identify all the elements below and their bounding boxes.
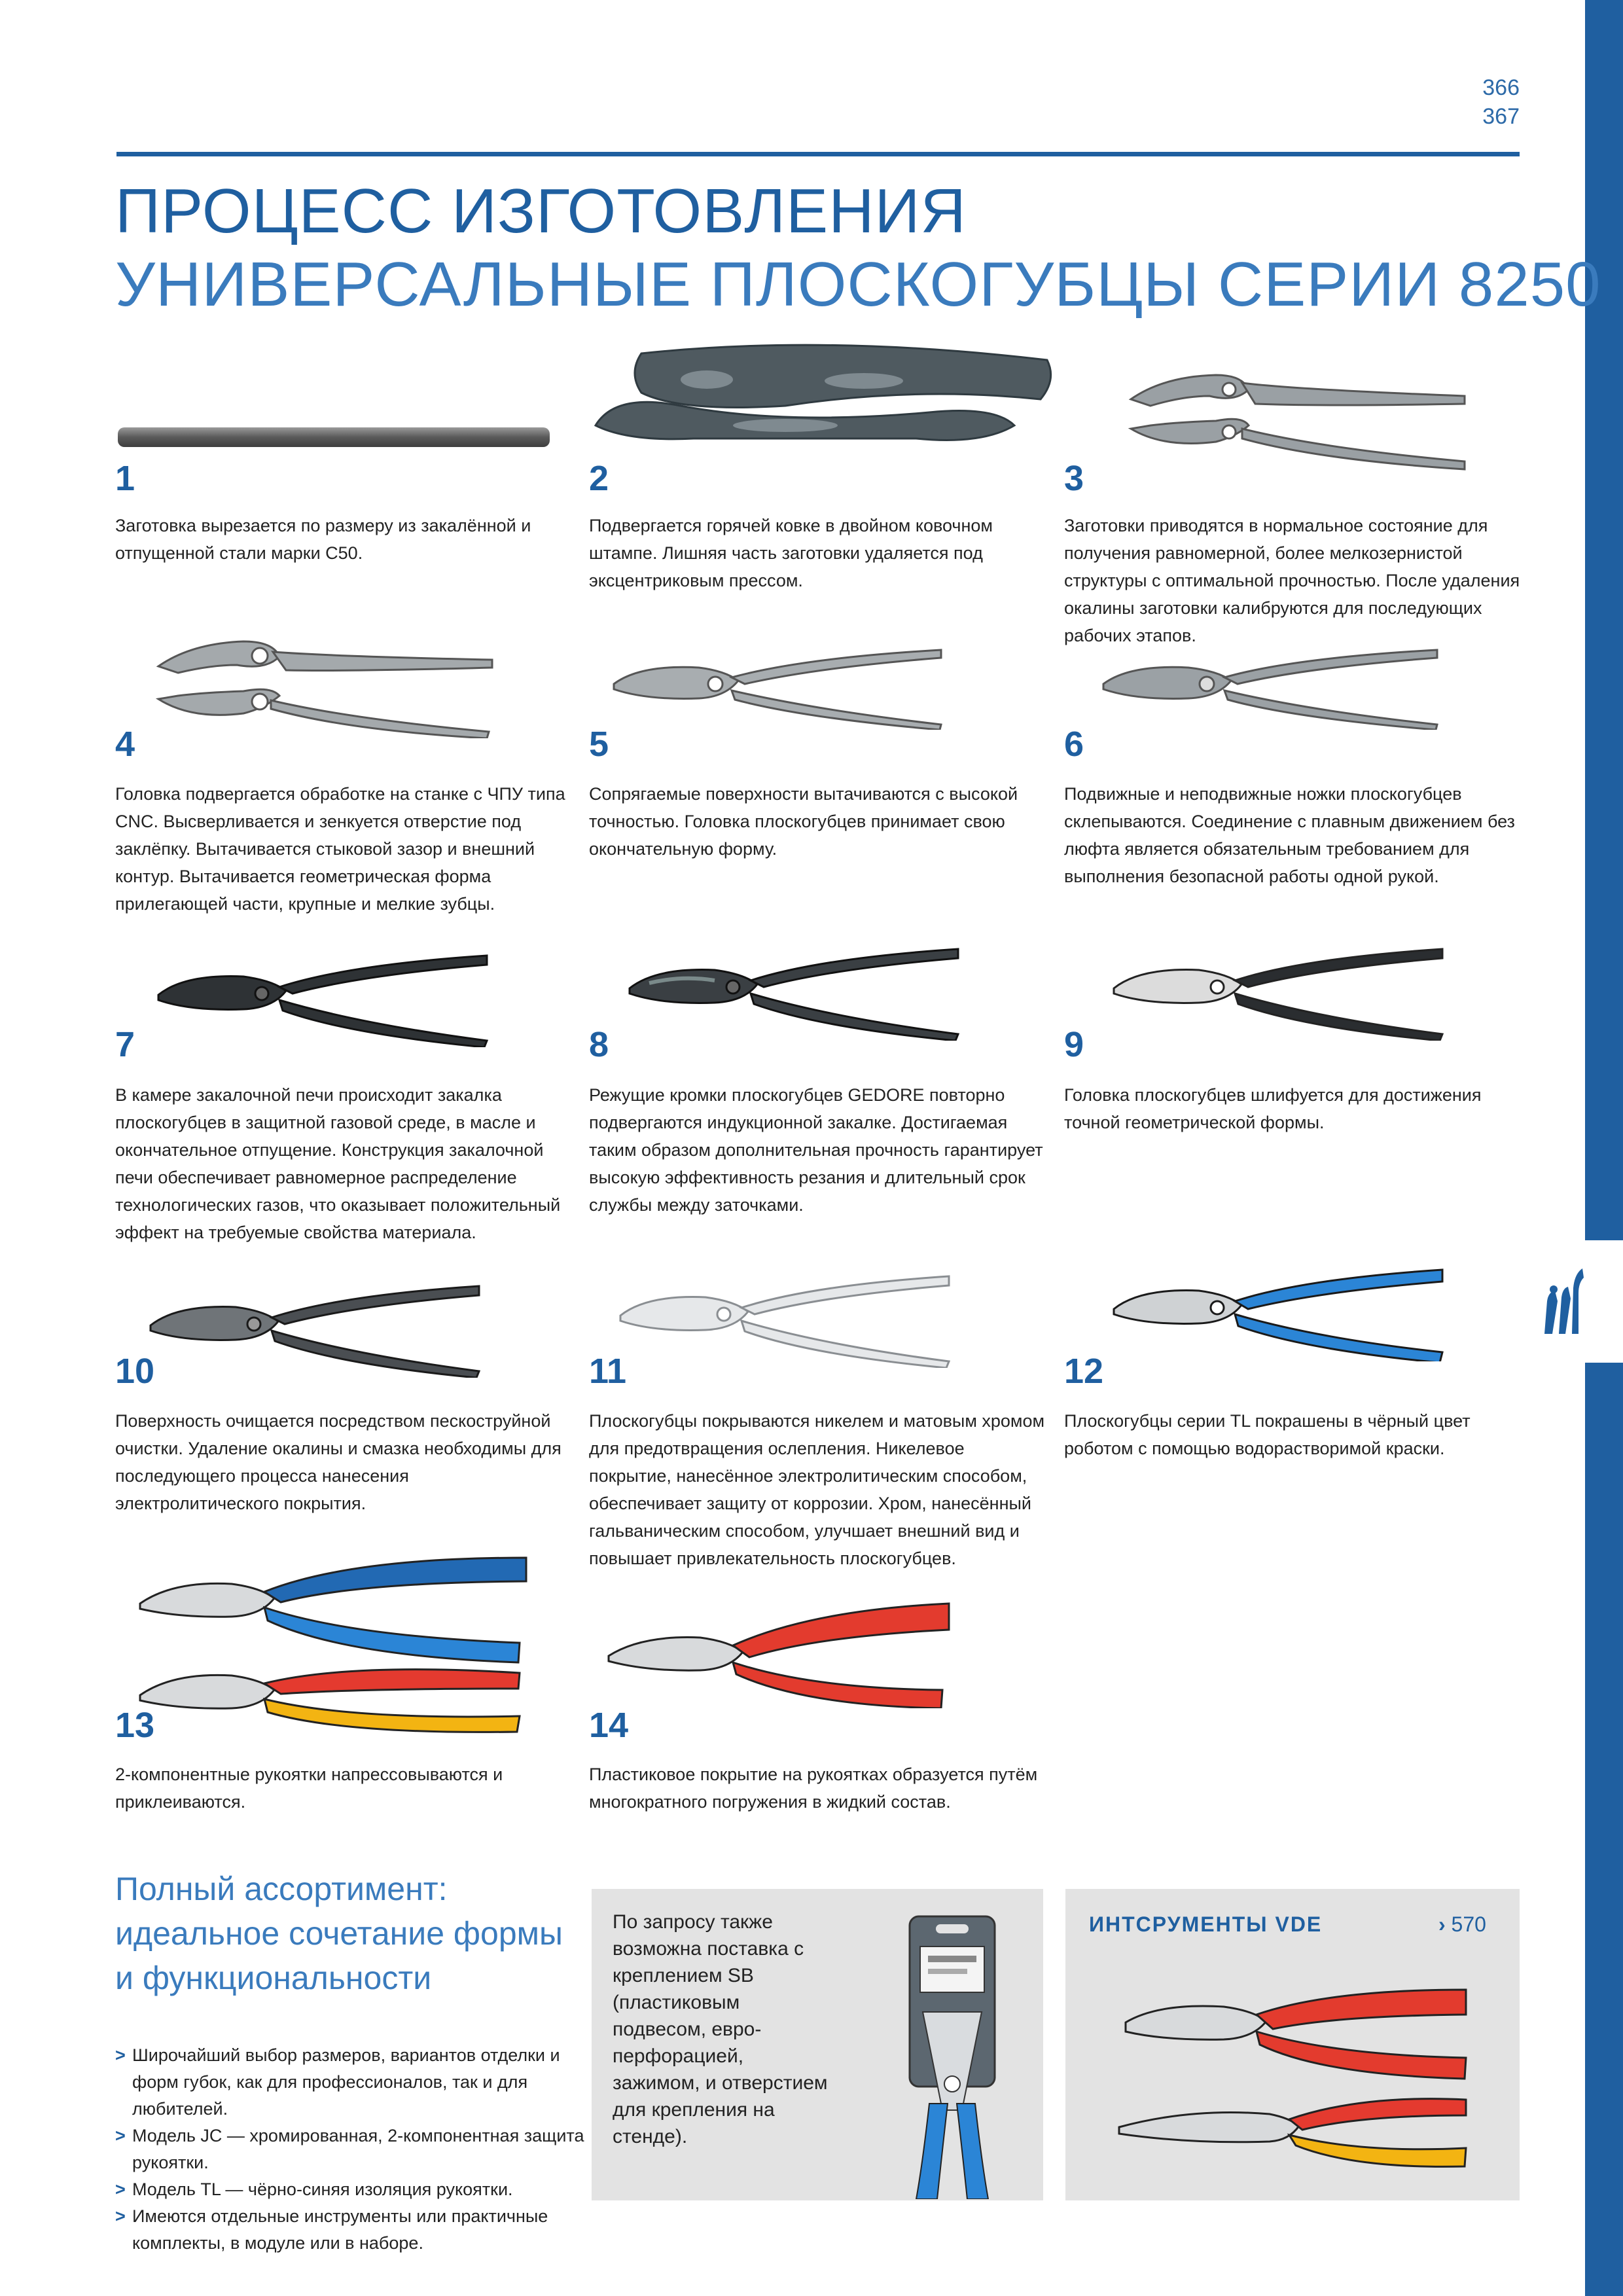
step-number: 11 xyxy=(589,1352,627,1391)
step-number: 13 xyxy=(115,1706,155,1745)
chevron-right-icon: > xyxy=(115,2126,126,2145)
sb-packaging-text: По запросу также возможна поставка с креплением SB (пластиковым подвесом, евро-перфорацией, зажимом, и отверстием для крепления на стенде). xyxy=(613,1911,828,2147)
step-number: 8 xyxy=(589,1025,609,1064)
pliers-hardened-image xyxy=(152,949,492,1047)
pliers-riveted-image xyxy=(1097,645,1444,730)
step-number: 7 xyxy=(115,1025,135,1064)
step-number: 12 xyxy=(1064,1352,1104,1391)
step-number: 10 xyxy=(115,1352,155,1391)
sidebar-band-bottom xyxy=(1585,1363,1623,2296)
step-number: 5 xyxy=(589,725,609,764)
sb-packaged-pliers-image xyxy=(897,1914,1008,2199)
step-text: Плоскогубцы покрываются никелем и матовым хромом для предотвращения ослепления. Никелевое покрытие, нанесённое электролитическим способом, обеспечивает защиту от коррозии. Хром, нанесённый гальваническим способом, улучшает внешний вид и повышает привлекательность плоскогубцев. xyxy=(589,1411,1045,1568)
list-item: > Модель JC — хромированная, 2-компонентная защита рукоятки. xyxy=(115,2123,586,2176)
step-number: 2 xyxy=(589,459,609,498)
vde-page-reference[interactable] xyxy=(1438,1912,1486,1937)
step-number: 3 xyxy=(1064,459,1084,498)
step-text: Плоскогубцы серии TL покрашены в чёрный цвет роботом с помощью водорастворимой краски. xyxy=(1064,1411,1471,1458)
normalized-halves-image xyxy=(1124,363,1478,475)
step-text: Заготовка вырезается по размеру из закалённой и отпущенной стали марки C50. xyxy=(115,516,531,563)
chevron-right-icon: › xyxy=(1438,1912,1446,1936)
assortment-title: Полный ассортимент: идеальное сочетание формы и функциональности xyxy=(115,1871,563,1996)
header-rule xyxy=(116,152,1520,156)
step-number: 1 xyxy=(115,459,135,498)
page-number-left: 366 xyxy=(1482,75,1520,100)
chevron-right-icon: > xyxy=(115,2179,126,2199)
step-number: 14 xyxy=(589,1706,629,1745)
step-text: Головка плоскогубцев шлифуется для достижения точной геометрической формы. xyxy=(1064,1085,1482,1132)
pliers-category-icon xyxy=(1535,1262,1588,1340)
steel-bar-image xyxy=(116,422,552,455)
assortment-bullet-list xyxy=(115,2042,586,2257)
list-item: > Модель TL — чёрно-синяя изоляция рукоятки. xyxy=(115,2176,586,2203)
pliers-painted-image xyxy=(1107,1263,1448,1361)
step-text: В камере закалочной печи происходит закалка плоскогубцев в защитной газовой среде, в масле и окончательное отпущение. Конструкция закалочной печи обеспечивает равномерное распределение технологических газов, что оказывает положительный эффект на требуемые свойства материала. xyxy=(115,1085,561,1242)
step-text: Пластиковое покрытие на рукоятках образуется путём многократного погружения в жидкий состав. xyxy=(589,1765,1038,1812)
page-number-right: 367 xyxy=(1482,104,1520,129)
step-text: Головка подвергается обработке на станке с ЧПУ типа CNC. Высверливается и зенкуется отверстие под заклёпку. Вытачивается стыковой зазор и внешний контур. Вытачивается геометрическая форма прилегающей части, крупные и мелкие зубцы. xyxy=(115,784,565,914)
step-number: 4 xyxy=(115,725,135,764)
pliers-induction-image xyxy=(623,942,963,1041)
pliers-sandblasted-image xyxy=(144,1280,484,1378)
list-item: > Имеются отдельные инструменты или практичные комплекты, в модуле или в наборе. xyxy=(115,2203,586,2257)
step-number: 6 xyxy=(1064,725,1084,764)
pliers-dipped-image xyxy=(602,1597,955,1708)
vde-pliers-image xyxy=(1113,1977,1479,2186)
chevron-right-icon: > xyxy=(115,2045,126,2065)
step-text: Подвергается горячей ковке в двойном ковочном штампе. Лишняя часть заготовки удаляется под эксцентриковым прессом. xyxy=(589,516,993,590)
page-subtitle: УНИВЕРСАЛЬНЫЕ ПЛОСКОГУБЦЫ СЕРИИ 8250 xyxy=(115,249,1601,319)
pliers-ground-image xyxy=(1107,942,1448,1041)
machined-halves-image xyxy=(152,627,499,738)
step-text: Поверхность очищается посредством пескоструйной очистки. Удаление окалины и смазка необходимы для последующего процесса нанесения электролитического покрытия. xyxy=(115,1411,562,1513)
step-text: Подвижные и неподвижные ножки плоскогубцев склепываются. Соединение с плавным движением без люфта является обязательным требованием для выполнения безопасной работы одной рукой. xyxy=(1064,784,1515,886)
pliers-chrome-image xyxy=(614,1270,954,1368)
step-text: Режущие кромки плоскогубцев GEDORE повторно подвергаются индукционной закалке. Достигаемая таким образом дополнительная прочность гарантирует высокую эффективность резания и длительный срок службы между заточками. xyxy=(589,1085,1043,1215)
step-text: 2-компонентные рукоятки напрессовываются и приклеиваются. xyxy=(115,1765,503,1812)
list-item: > Широчайший выбор размеров, вариантов отделки и форм губок, как для профессионалов, так и для любителей. xyxy=(115,2042,586,2123)
sidebar-band-top xyxy=(1585,0,1623,1240)
step-text: Сопрягаемые поверхности вытачиваются с высокой точностью. Головка плоскогубцев принимает свою окончательную форму. xyxy=(589,784,1018,859)
chevron-right-icon: > xyxy=(115,2206,126,2226)
step-text: Заготовки приводятся в нормальное состояние для получения равномерной, более мелкозернистой структуры с оптимальной прочностью. После удаления окалины заготовки калибруются для последующих рабочих этапов. xyxy=(1064,516,1520,645)
pliers-raw-image xyxy=(607,645,948,730)
pliers-2k-handles-image xyxy=(134,1545,533,1734)
vde-page-number: 570 xyxy=(1451,1912,1486,1936)
step-number: 9 xyxy=(1064,1025,1084,1064)
forged-blank-image xyxy=(589,340,1060,458)
page-numbers xyxy=(1482,73,1520,131)
vde-panel-title: ИНТСРУМЕНТЫ VDE xyxy=(1089,1912,1323,1936)
page-title: ПРОЦЕСС ИЗГОТОВЛЕНИЯ xyxy=(115,176,967,246)
